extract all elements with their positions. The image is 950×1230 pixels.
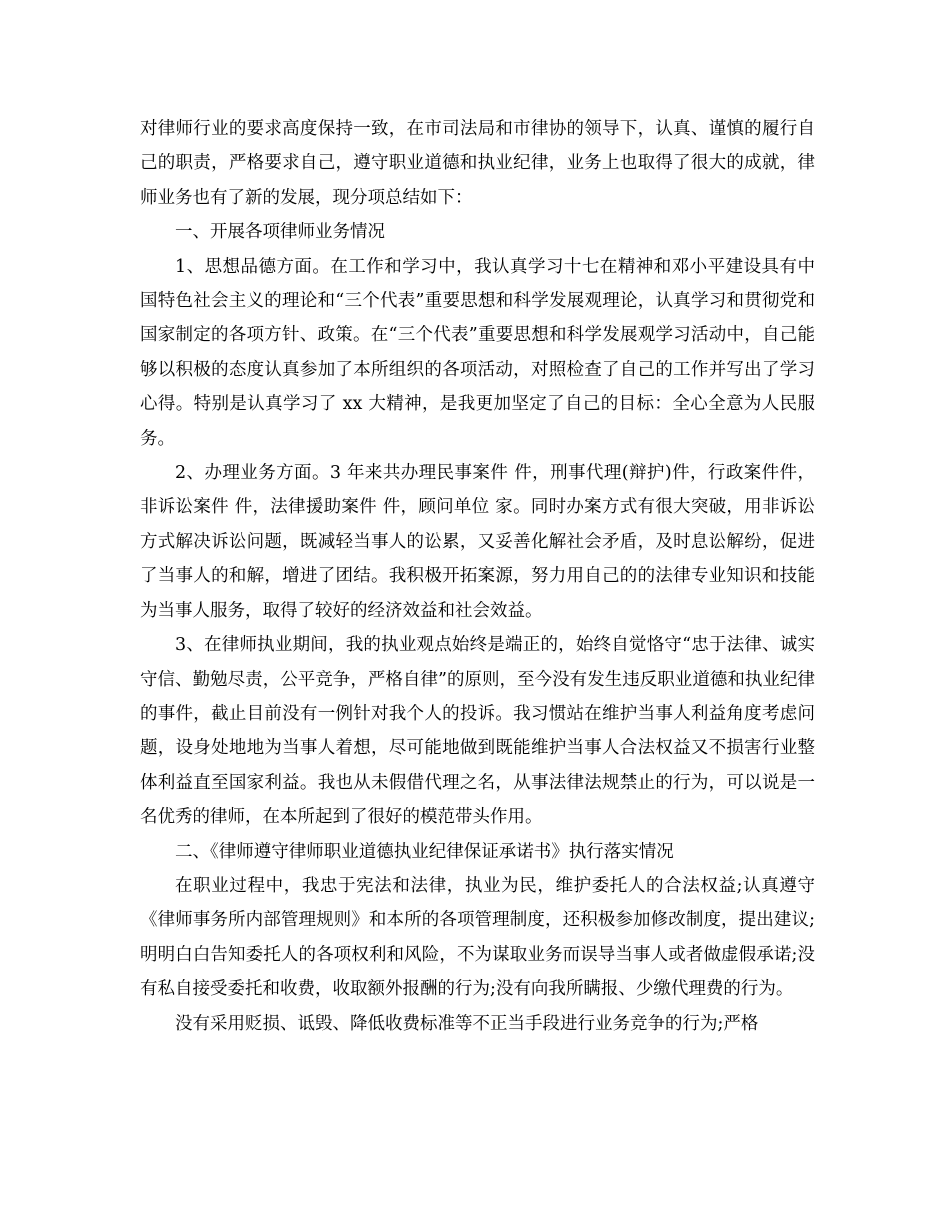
paragraph-practice: 3、在律师执业期间，我的执业观点始终是端正的，始终自觉恪守“忠于法律、诚实守信、勤勉尽责，公平竞争，严格自律”的原则，至今没有发生违反职业道德和执业纪律的事件，截止目前没有一例针对我个人的投诉。我习惯站在维护当事人利益角度考虑问题，设身处地地为当事人着想，尽可能地做到既能维护当事人合法权益又不损害行业整体利益直至国家利益。我也从未假借代理之名，从事法律法规禁止的行为，可以说是一名优秀的律师，在本所起到了很好的模范带头作用。 (140, 635, 815, 828)
paragraph-intro: 对律师行业的要求高度保持一致，在市司法局和市律协的领导下，认真、谨慎的履行自己的职责，严格要求自己，遵守职业道德和执业纪律，业务上也取得了很大的成就，律师业务也有了新的发展，现分项总结如下： (140, 119, 815, 208)
paragraph-compliance: 在职业过程中，我忠于宪法和法律，执业为民，维护委托人的合法权益;认真遵守《律师事务所内部管理规则》和本所的各项管理制度，还积极参加修改制度，提出建议;明明白白告知委托人的各项权利和风险，不为谋取业务而误导当事人或者做虚假承诺;没有私自接受委托和收费，收取额外报酬的行为;没有向我所瞒报、少缴代理费的行为。 (140, 875, 815, 1000)
paragraph-ideology: 1、思想品德方面。在工作和学习中，我认真学习十七在精神和邓小平建设具有中国特色社会主义的理论和“三个代表”重要思想和科学发展观理论，认真学习和贯彻党和国家制定的各项方针、政策。在“三个代表”重要思想和科学发展观学习活动中，自己能够以积极的态度认真参加了本所组织的各项活动，对照检查了自己的工作并写出了学习心得。特别是认真学习了 xx 大精神，是我更加坚定了自己的目标：全心全意为人民服务。 (140, 256, 815, 449)
section-heading-2: 二、《律师遵守律师职业道德执业纪律保证承诺书》执行落实情况 (175, 841, 674, 862)
document-page (140, 112, 815, 1041)
paragraph-business: 2、办理业务方面。3 年来共办理民事案件 件，刑事代理(辩护)件，行政案件件，非诉讼案件 件，法律援助案件 件，顾问单位 家。同时办案方式有很大突破，用非诉讼方式解决诉讼问题，既减轻当事人的讼累，又妥善化解社会矛盾，及时息讼解纷，促进了当事人的和解，增进了团结。我积极开拓案源，努力用自己的的法律专业知识和技能为当事人服务，取得了较好的经济效益和社会效益。 (140, 463, 815, 621)
section-heading-1: 一、开展各项律师业务情况 (175, 222, 385, 243)
paragraph-competition: 没有采用贬损、诋毁、降低收费标准等不正当手段进行业务竞争的行为;严格 (175, 1013, 759, 1034)
